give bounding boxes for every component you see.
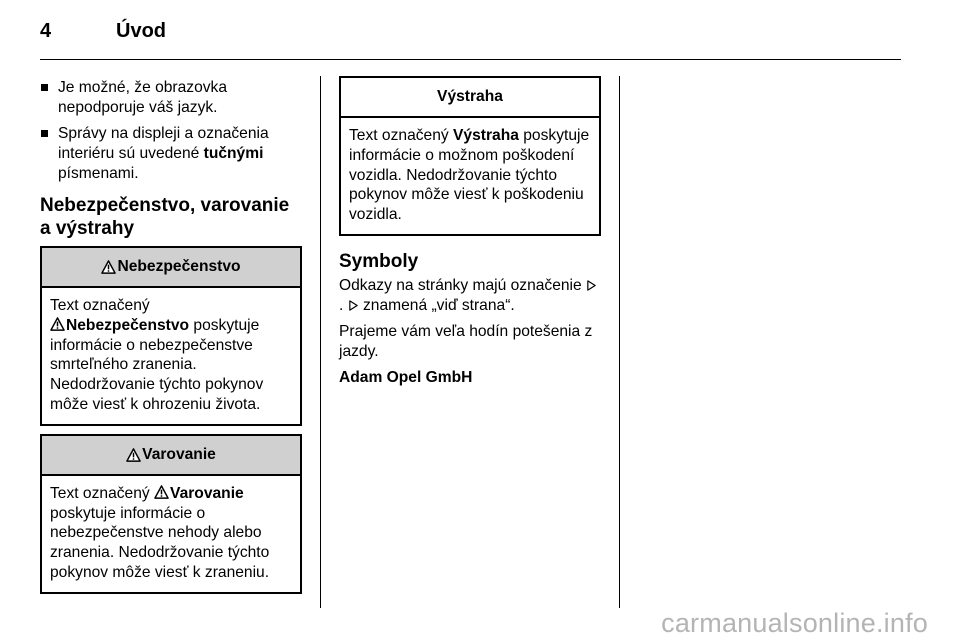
page-reference-arrow-icon <box>348 300 359 311</box>
caution-box-header <box>341 78 599 118</box>
danger-text: poskytuje informácie o nebezpečenstve smrteľného zranenia. <box>50 316 260 374</box>
symbols-text-end: znamená „viď strana“. <box>358 296 515 314</box>
column-divider-2 <box>619 76 620 608</box>
caution-box <box>339 76 601 236</box>
symbols-text-mid: . <box>339 296 348 314</box>
warning-text-rest: poskytuje informácie o nebezpečenstve nehody alebo zranenia. Nedodržovanie týchto pokynov môže viesť k zraneniu. <box>50 504 270 581</box>
danger-box-body <box>42 288 300 424</box>
warning-triangle-icon <box>101 260 116 274</box>
warning-triangle-icon <box>126 448 141 462</box>
caution-text-rest: poskytuje informácie o možnom poškodení vozidla. Nedodržovanie týchto pokynov môže viesť k poškodeniu vozidla. <box>349 127 590 224</box>
warning-triangle-icon <box>154 485 169 499</box>
danger-box-header <box>42 248 300 288</box>
bullet-text: Je možné, že obrazovka nepodporuje váš jazyk. <box>58 79 228 116</box>
warning-bold-label: Varovanie <box>170 484 244 502</box>
column-middle <box>339 76 601 394</box>
danger-bold-label: Nebezpečenstvo <box>66 316 190 334</box>
symbols-heading: Symboly <box>339 250 419 272</box>
caution-box-body <box>341 118 599 234</box>
column-divider-1 <box>320 76 321 608</box>
warning-box <box>40 434 302 594</box>
danger-box <box>40 246 302 426</box>
list-item <box>40 78 302 118</box>
warning-box-header <box>42 436 300 476</box>
warning-box-body <box>42 476 300 592</box>
danger-text-para <box>50 316 292 375</box>
closing-paragraph: Prajeme vám veľa hodín potešenia z jazdy. <box>339 322 593 360</box>
page-number: 4 <box>40 20 52 42</box>
watermark: carmanualsonline.info <box>661 608 928 638</box>
danger-box-title: Nebezpečenstvo <box>117 258 241 275</box>
caution-bold-label: Výstraha <box>453 127 519 144</box>
danger-text-last: Nedodržovanie týchto pokynov môže viesť k ohrozeniu života. <box>50 376 264 413</box>
bullet-bold-text: tučnými <box>203 145 264 162</box>
symbols-paragraph <box>339 276 601 316</box>
warning-box-title: Varovanie <box>142 445 216 463</box>
danger-text-line: Text označený <box>50 297 150 314</box>
section-heading-line2: a výstrahy <box>40 218 135 239</box>
symbols-text: Odkazy na stránky majú označenie <box>339 276 582 294</box>
column-left <box>40 78 302 594</box>
list-item <box>40 124 302 184</box>
section-heading <box>40 194 302 240</box>
bullet-square-icon <box>41 84 48 91</box>
bullet-text-end: písmenami. <box>58 165 139 182</box>
bullet-square-icon <box>41 130 48 137</box>
section-heading-line1: Nebezpečenstvo, varovanie <box>40 195 290 216</box>
signature: Adam Opel GmbH <box>339 368 473 386</box>
page-title: Úvod <box>116 20 166 42</box>
caution-text: Text označený <box>349 127 454 144</box>
warning-text: Text označený <box>50 484 155 502</box>
bullet-text: Správy na displeji a označenia interiéru sú uvedené <box>58 125 269 162</box>
bullet-list <box>40 78 302 184</box>
page-reference-arrow-icon <box>586 280 597 291</box>
warning-triangle-icon <box>50 317 65 331</box>
header-rule <box>40 59 901 60</box>
caution-box-title: Výstraha <box>437 88 503 105</box>
